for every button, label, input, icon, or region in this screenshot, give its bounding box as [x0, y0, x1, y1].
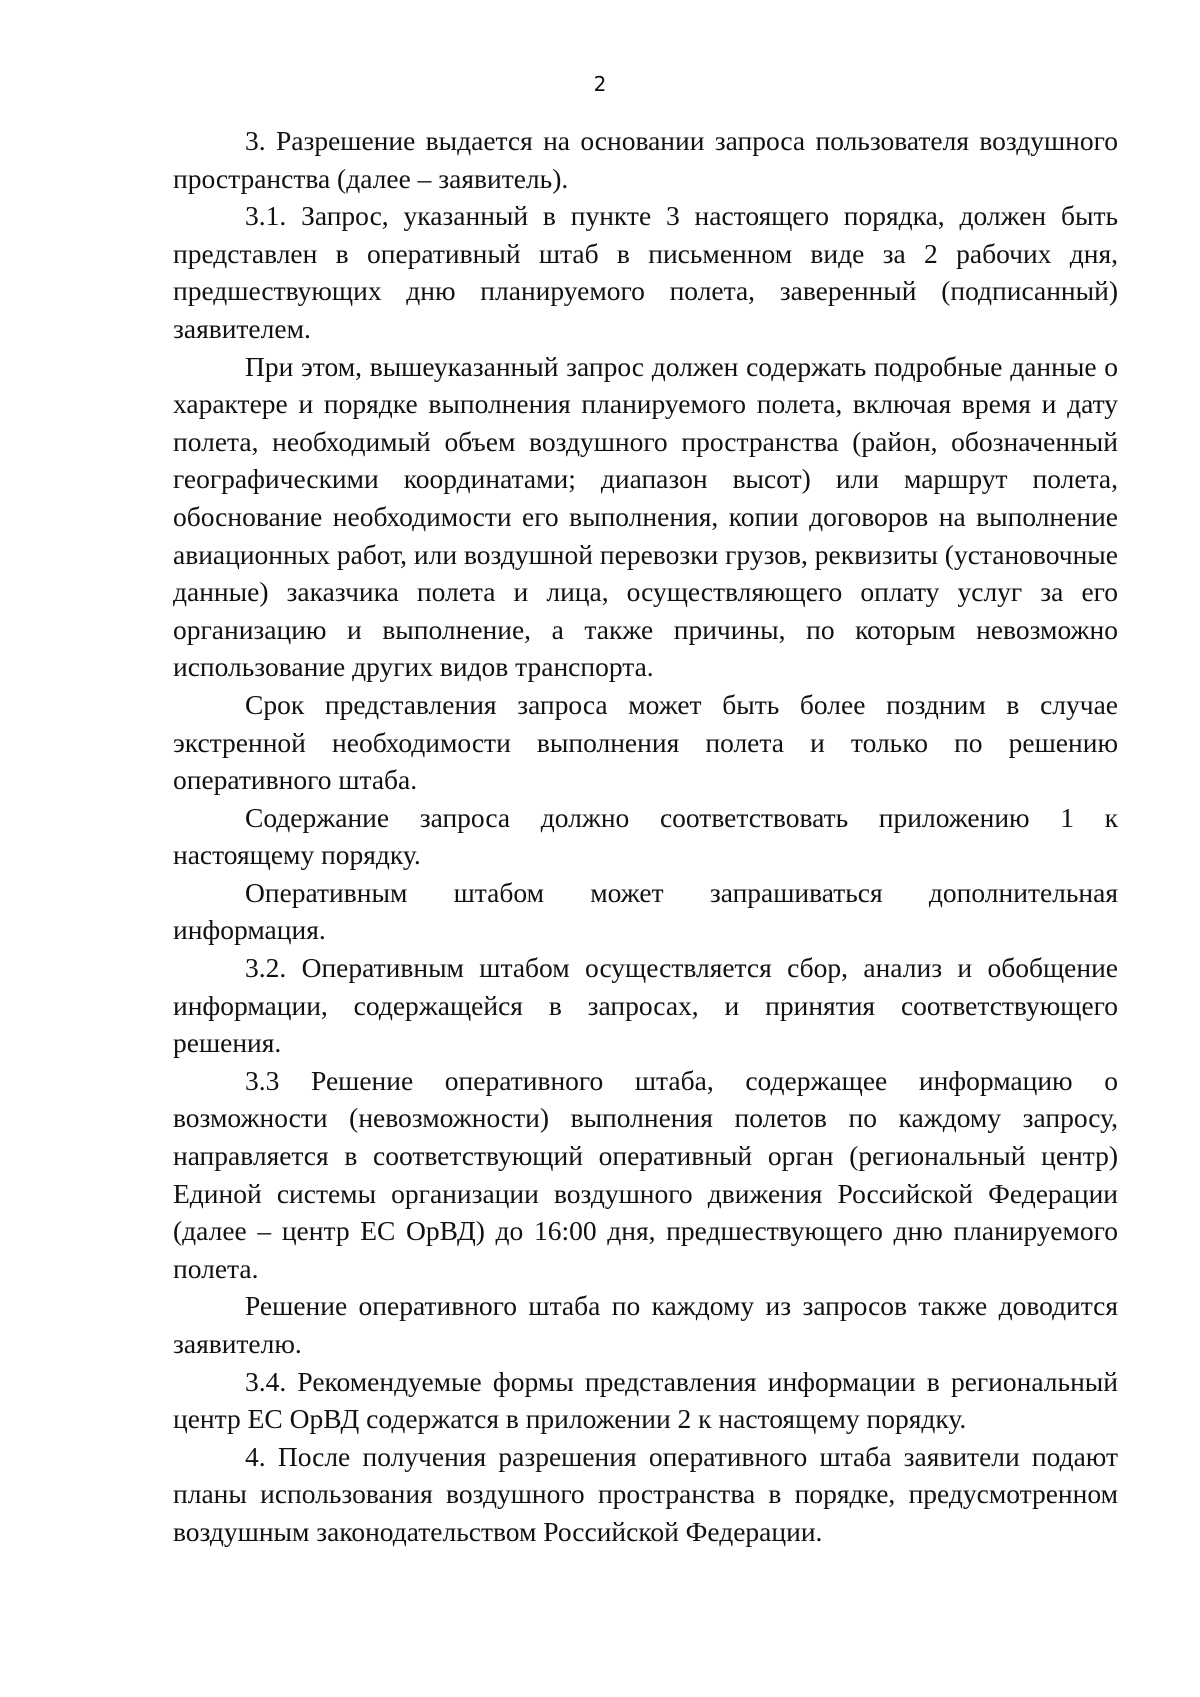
- paragraph-request-content: При этом, вышеуказанный запрос должен содержать подробные данные о характере и порядке выполнения планируемого полета, включая время и дату полета, необходимый объем воздушного пространства (район, обозначенный географическими координатами; диапазон высот) или маршрут полета, обоснование необходимости его выполнения, копии договоров на выполнение авиационных работ, или воздушной перевозки грузов, реквизиты (установочные данные) заказчика полета и лица, осуществляющего оплату услуг за его организацию и выполнение, а также причины, по которым невозможно использование других видов транспорта.: [173, 350, 1118, 683]
- paragraph-3-3: 3.3 Решение оперативного штаба, содержащее информацию о возможности (невозможности) выполнения полетов по каждому запросу, направляется в соответствующий оперативный орган (региональный центр) Единой системы организации воздушного движения Российской Федерации (далее – центр ЕС ОрВД) до 16:00 дня, предшествующего дню планируемого полета.: [173, 1064, 1118, 1284]
- paragraph-3-2: 3.2. Оперативным штабом осуществляется сбор, анализ и обобщение информации, содержащейся в запросах, и принятия соответствующего решения.: [173, 952, 1118, 1059]
- paragraph-request-deadline: Срок представления запроса может быть более поздним в случае экстренной необходимости выполнения полета и только по решению оперативного штаба.: [173, 688, 1118, 796]
- paragraph-3-1: 3.1. Запрос, указанный в пункте 3 настоящего порядка, должен быть представлен в оперативный штаб в письменном виде за 2 рабочих дня, предшествующих дню планируемого полета, заверенный (подписанный) заявителем.: [173, 200, 1118, 344]
- page-number: 2: [593, 72, 607, 96]
- paragraph-3-4: 3.4. Рекомендуемые формы представления информации в региональный центр ЕС ОрВД содержатся в приложении 2 к настоящему порядку.: [173, 1365, 1118, 1435]
- paragraph-3: 3. Разрешение выдается на основании запроса пользователя воздушного пространства (далее – заявитель).: [173, 125, 1118, 194]
- paragraph-appendix-1: Содержание запроса должно соответствовать приложению 1 к настоящему порядку.: [173, 801, 1118, 871]
- paragraph-4: 4. После получения разрешения оперативного штаба заявители подают планы использования воздушного пространства в порядке, предусмотренном воздушным законодательством Российской Федерации.: [173, 1440, 1118, 1547]
- document-body: [173, 122, 1118, 1551]
- paragraph-applicant-notice: Решение оперативного штаба по каждому из запросов также доводится заявителю.: [173, 1290, 1118, 1359]
- paragraph-additional-info: Оперативным штабом может запрашиваться дополнительная информация.: [173, 876, 1118, 946]
